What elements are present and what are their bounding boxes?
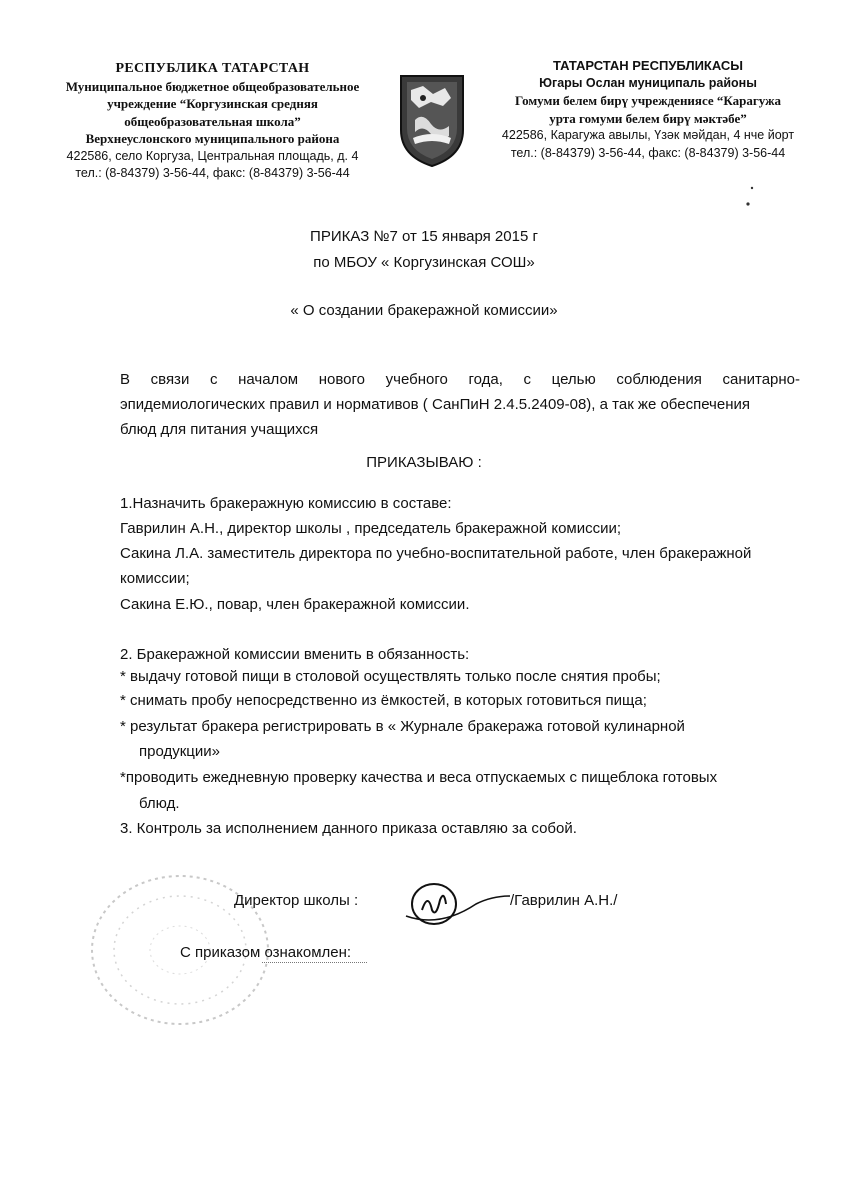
header-right-phone: тел.: (8-84379) 3-56-44, факс: (8-84379) 3-56-44 xyxy=(510,145,786,160)
order-organization: по МБОУ « Коргузинская СОШ» xyxy=(313,254,535,271)
item1-member3: Сакина Е.Ю., повар, член бракеражной комиссии. xyxy=(120,596,470,613)
header-right-line1: Югары Ослан муниципаль районы xyxy=(539,75,757,90)
header-right-address: 422586, Карагужа авылы, Үзәк мәйдан, 4 нче йорт xyxy=(501,128,795,142)
header-left xyxy=(40,60,385,183)
director-name: /Гаврилин А.Н./ xyxy=(510,892,618,909)
order-title: ПРИКАЗ №7 от 15 января 2015 г xyxy=(310,228,538,245)
order-command: ПРИКАЗЫВАЮ : xyxy=(366,454,482,471)
header-right-line2: Гомуми белем бирү учреждениясе “Карагужа xyxy=(514,93,782,108)
item2-duty3-line1: * результат бракера регистрировать в « Журнале бракеража готовой кулинарной xyxy=(120,718,685,735)
item1-member2-line1: Сакина Л.А. заместитель директора по учебно-воспитательной работе, член бракеражной xyxy=(120,545,752,562)
item1-member1: Гаврилин А.Н., директор школы , председатель бракеражной комиссии; xyxy=(120,520,622,537)
coat-of-arms-emblem xyxy=(393,72,471,168)
item1-member2-line2: комиссии; xyxy=(120,570,190,587)
item2-duty1: * выдачу готовой пищи в столовой осуществлять только после снятия пробы; xyxy=(120,668,661,685)
header-right xyxy=(478,57,818,162)
order-subject: « О создании бракеражной комиссии» xyxy=(290,302,558,319)
scan-specks xyxy=(738,185,758,209)
director-label: Директор школы : xyxy=(234,892,359,909)
item2-duty2: * снимать пробу непосредственно из ёмкостей, в которых готовиться пища; xyxy=(120,692,647,709)
item3-control: 3. Контроль за исполнением данного приказа оставляю за собой. xyxy=(120,820,577,837)
header-left-line4: Верхнеуслонского муниципального района xyxy=(85,131,340,146)
acquainted-label: С приказом ознакомлен: xyxy=(180,944,352,961)
header-left-line2: учреждение “Коргузинская средняя xyxy=(107,96,318,111)
header-left-phone: тел.: (8-84379) 3-56-44, факс: (8-84379) 3-56-44 xyxy=(75,166,350,180)
header-left-line3: общеобразовательная школа” xyxy=(124,113,301,129)
item1-heading: 1.Назначить бракеражную комиссию в составе: xyxy=(120,495,452,512)
header-left-title: РЕСПУБЛИКА ТАТАРСТАН xyxy=(115,61,310,76)
director-signature xyxy=(400,870,530,950)
item2-duty4-line2: блюд. xyxy=(139,795,180,812)
preamble-line3: блюд для питания учащихся xyxy=(120,421,319,438)
item2-heading: 2. Бракеражной комиссии вменить в обязанность: xyxy=(120,646,470,663)
preamble-line2: эпидемиологических правил и нормативов ( СанПиН 2.4.5.2409-08), а так же обеспечения xyxy=(120,396,750,413)
acquainted-signature-line xyxy=(262,962,367,963)
header-right-title: ТАТАРСТАН РЕСПУБЛИКАСЫ xyxy=(552,58,744,73)
item2-duty3-line2: продукции» xyxy=(139,743,220,760)
preamble-line1: В связи с началом нового учебного года, с целью соблюдения санитарно- xyxy=(120,371,800,388)
header-left-address: 422586, село Коргуза, Центральная площадь, д. 4 xyxy=(66,148,359,163)
item2-duty4-line1: *проводить ежедневную проверку качества и веса отпускаемых с пищеблока готовых xyxy=(120,769,718,786)
header-right-line3: урта гомуми белем бирү мәктәбе” xyxy=(549,110,747,126)
header-left-line1: Муниципальное бюджетное общеобразовательное xyxy=(65,78,360,94)
